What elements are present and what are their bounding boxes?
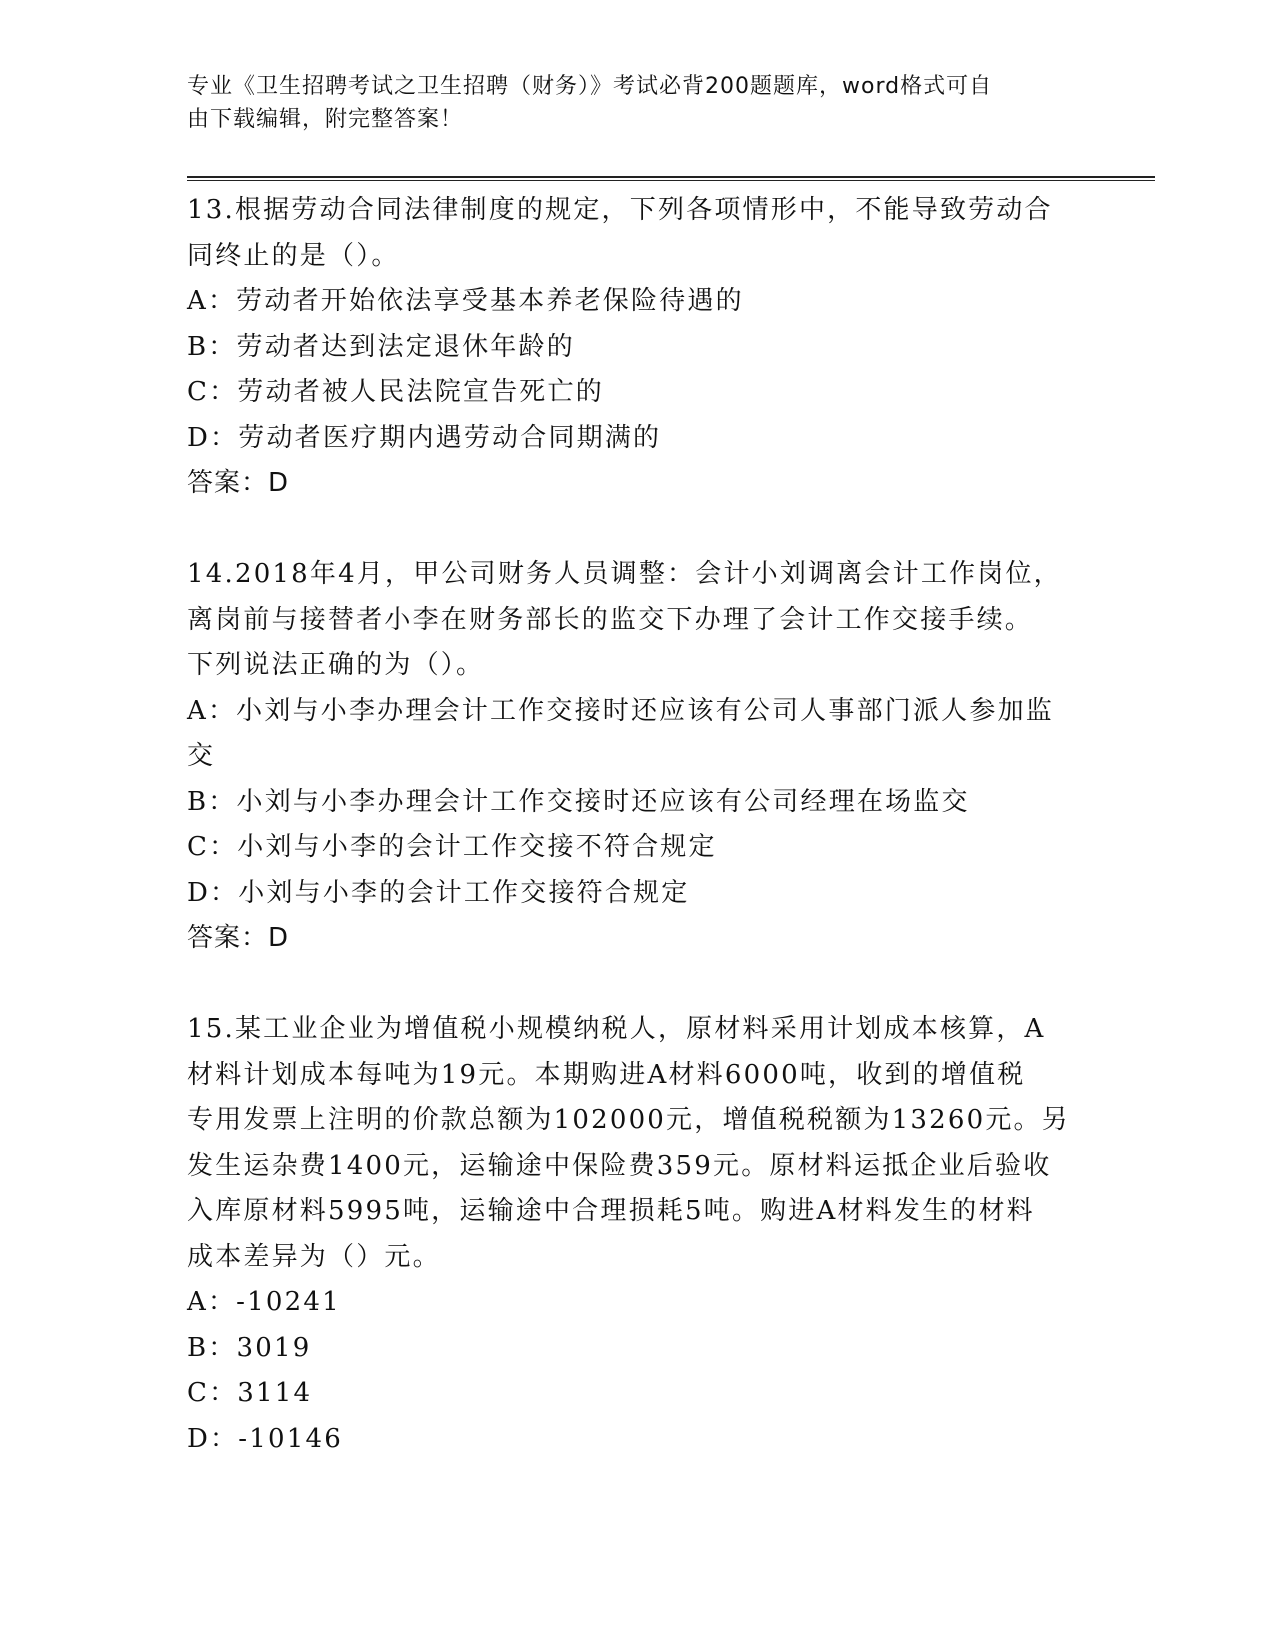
question-15-stem-line-5: 入库原材料5995吨，运输途中合理损耗5吨。购进A材料发生的材料 [187,1196,1035,1226]
question-15-option-b: B：3019 [187,1332,312,1363]
question-14-option-b: B：小刘与小李办理会计工作交接时还应该有公司经理在场监交 [187,786,970,817]
question-13-option-b: B：劳动者达到法定退休年龄的 [187,331,575,362]
question-15-option-c: C：3114 [187,1378,313,1408]
question-spacer [187,962,1087,1008]
question-15-option-d: D：-10146 [187,1423,343,1454]
question-13-option-d: D：劳动者医疗期内遇劳动合同期满的 [187,422,662,453]
question-14-option-a-continued: 交 [187,741,216,771]
question-14-stem-line-2: 离岗前与接替者小李在财务部长的监交下办理了会计工作交接手续。 [187,604,1034,635]
question-spacer [187,507,1087,553]
question-14-answer: 答案：D [187,923,290,953]
question-14-option-c: C：小刘与小李的会计工作交接不符合规定 [187,832,717,862]
question-13-option-c: C：劳动者被人民法院宣告死亡的 [187,377,604,407]
header-line-2: 由下载编辑，附完整答案！ [187,107,464,132]
question-15-stem-line-1: 15.某工业企业为增值税小规模纳税人，原材料采用计划成本核算，A [187,1014,1046,1044]
question-14-stem-line-3: 下列说法正确的为（）。 [187,650,485,680]
question-13-answer: 答案：D [187,468,290,498]
header-line-1: 专业《卫生招聘考试之卫生招聘（财务）》考试必背200题题库，word格式可自 [187,74,993,99]
question-13-stem-line-2: 同终止的是（）。 [187,240,400,271]
document-header [187,70,1067,136]
question-list [187,188,1087,1462]
question-13-option-a: A：劳动者开始依法享受基本养老保险待遇的 [187,286,744,316]
question-13-stem-line-1: 13.根据劳动合同法律制度的规定，下列各项情形中，不能导致劳动合 [187,195,1053,225]
question-15-stem-line-3: 专用发票上注明的价款总额为102000元，增值税税额为13260元。另 [187,1105,1070,1135]
question-15-stem-line-2: 材料计划成本每吨为19元。本期购进A材料6000吨，收到的增值税 [187,1059,1026,1090]
question-15-option-a: A：-10241 [187,1287,341,1317]
question-15-stem-line-4: 发生运杂费1400元，运输途中保险费359元。原材料运抵企业后验收 [187,1150,1052,1181]
question-14-option-a: A：小刘与小李办理会计工作交接时还应该有公司人事部门派人参加监 [187,695,1054,726]
question-13 [187,188,1087,507]
header-divider [187,176,1155,181]
question-15 [187,1007,1087,1462]
question-14-option-d: D：小刘与小李的会计工作交接符合规定 [187,877,690,908]
question-14 [187,552,1087,962]
question-15-stem-line-6: 成本差异为（）元。 [187,1241,441,1272]
question-14-stem-line-1: 14.2018年4月，甲公司财务人员调整：会计小刘调离会计工作岗位， [187,559,1062,589]
